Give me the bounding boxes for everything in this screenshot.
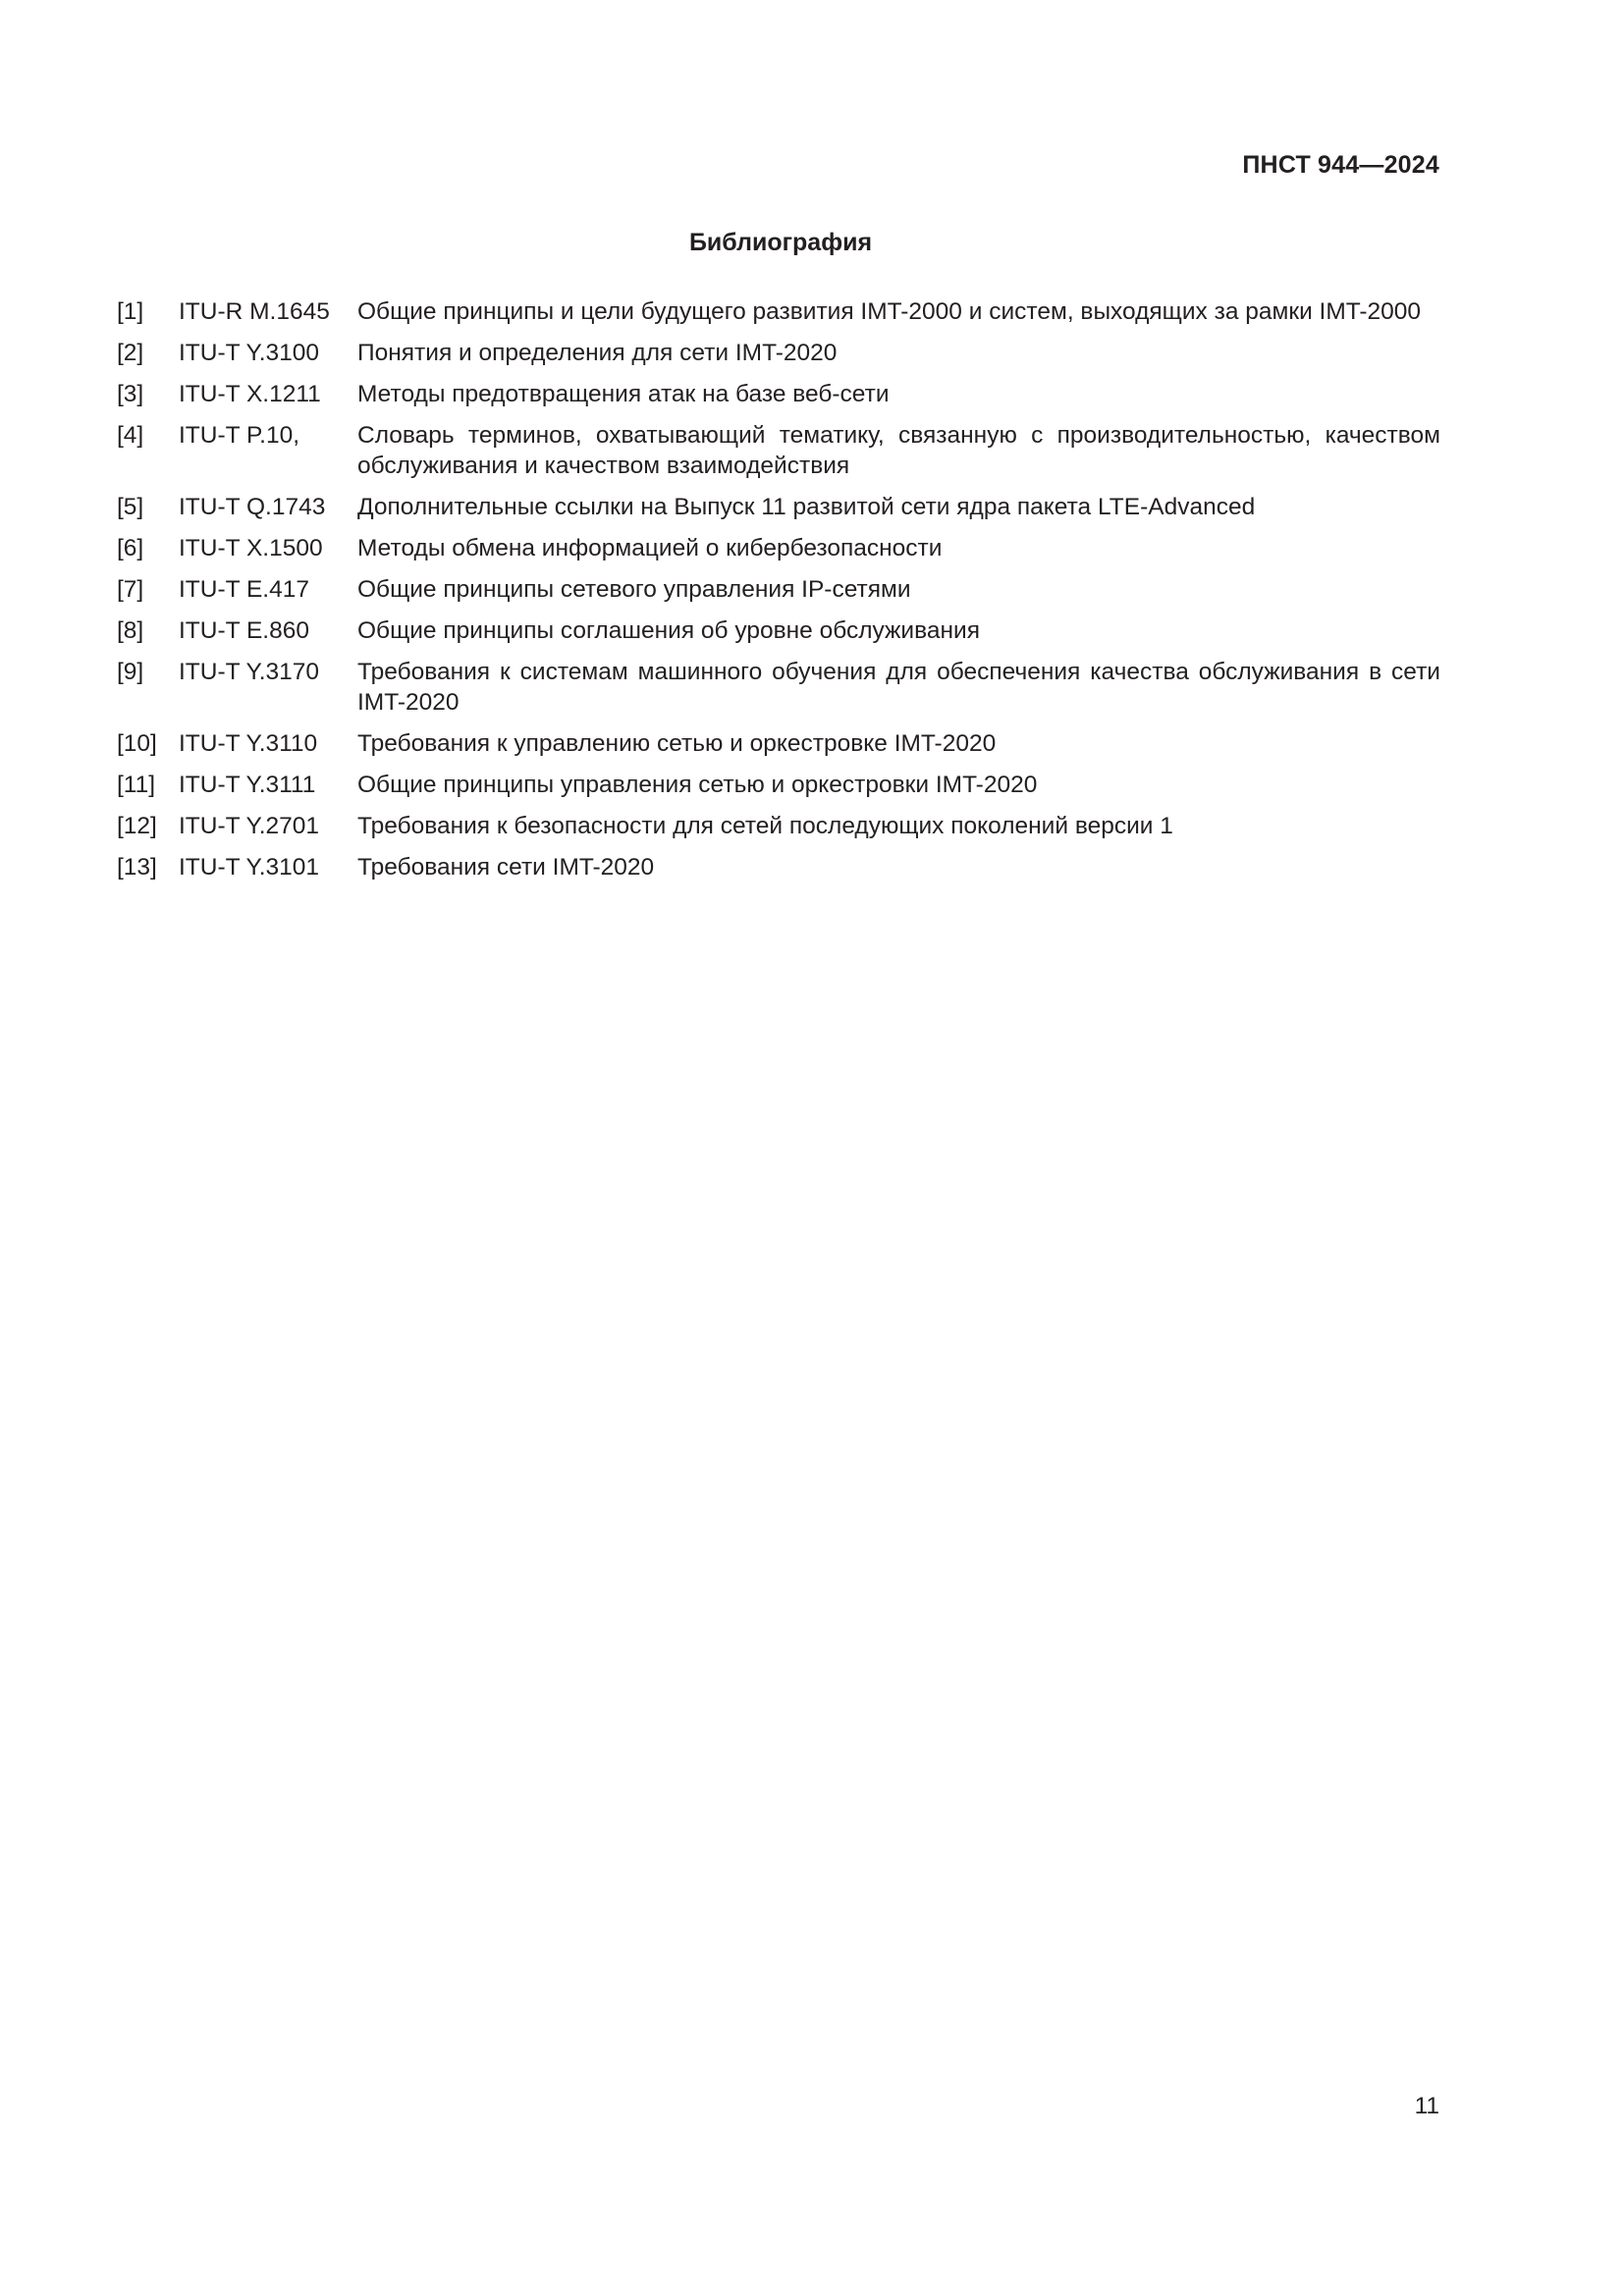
entry-number: [1] (117, 298, 144, 325)
entry-code: ITU-T Y.3101 (179, 854, 320, 881)
bibliography-entry (117, 615, 1440, 646)
entry-title: Общие принципы управления сетью и оркестровки IMT-2020 (357, 772, 1038, 798)
entry-title: Требования к безопасности для сетей последующих поколений версии 1 (357, 813, 1173, 839)
entry-title: Общие принципы и цели будущего развития IMT-2000 и систем, выходящих за рамки IMT-2000 (357, 298, 1422, 325)
entry-number: [3] (117, 381, 144, 407)
entry-title: Требования к системам машинного обучения для обеспечения качества обслуживания в сети IMT-2020 (357, 659, 1440, 716)
entry-code: ITU-T Y.3110 (179, 730, 318, 757)
entry-code: ITU-T Y.2701 (179, 813, 320, 839)
entry-code: ITU-T X.1500 (179, 535, 323, 561)
entry-number: [8] (117, 617, 144, 644)
entry-number: [4] (117, 422, 144, 449)
entry-number: [7] (117, 576, 144, 603)
entry-number: [13] (117, 854, 157, 881)
bibliography-entry (117, 574, 1440, 605)
document-code: ПНСТ 944—2024 (1242, 151, 1439, 179)
entry-code: ITU-T E.860 (179, 617, 309, 644)
bibliography-entry (117, 492, 1440, 522)
bibliography-entry (117, 379, 1440, 409)
entry-code: ITU-T Y.3100 (179, 340, 320, 366)
entry-number: [10] (117, 730, 157, 757)
bibliography-entry (117, 296, 1440, 327)
page-number: 11 (1414, 2093, 1439, 2119)
entry-code: ITU-T E.417 (179, 576, 309, 603)
entry-title: Методы обмена информацией о кибербезопасности (357, 535, 943, 561)
entry-title: Понятия и определения для сети IMT-2020 (357, 340, 838, 366)
bibliography-entry (117, 811, 1440, 841)
entry-code: ITU-R M.1645 (179, 298, 330, 325)
entry-number: [2] (117, 340, 144, 366)
bibliography-entry (117, 728, 1440, 759)
entry-title: Методы предотвращения атак на базе веб-сети (357, 381, 890, 407)
entry-code: ITU-T X.1211 (179, 381, 321, 407)
entry-code: ITU-T Q.1743 (179, 494, 326, 520)
entry-title: Требования сети IMT-2020 (357, 854, 655, 881)
entry-number: [6] (117, 535, 144, 561)
bibliography-entry (117, 338, 1440, 368)
entry-title: Дополнительные ссылки на Выпуск 11 развитой сети ядра пакета LTE-Advanced (357, 494, 1256, 520)
bibliography-entry (117, 770, 1440, 800)
bibliography-title: Библиография (688, 229, 873, 256)
entry-number: [9] (117, 659, 144, 685)
entry-title: Требования к управлению сетью и оркестровке IMT-2020 (357, 730, 997, 757)
entry-title: Общие принципы сетевого управления IP-сетями (357, 576, 911, 603)
entry-code: ITU-T Y.3111 (179, 772, 316, 798)
entry-number: [12] (117, 813, 157, 839)
entry-code: ITU-T P.10, (179, 422, 300, 449)
entry-title: Общие принципы соглашения об уровне обслуживания (357, 617, 980, 644)
entry-number: [5] (117, 494, 144, 520)
bibliography-entry (117, 420, 1440, 481)
bibliography-list (117, 296, 1440, 893)
bibliography-entry (117, 657, 1440, 718)
entry-code: ITU-T Y.3170 (179, 659, 320, 685)
entry-title: Словарь терминов, охватывающий тематику, связанную с производительностью, качеством обслуживания и качеством взаимодействия (357, 422, 1440, 479)
entry-number: [11] (117, 772, 156, 798)
bibliography-entry (117, 533, 1440, 563)
bibliography-entry (117, 852, 1440, 882)
